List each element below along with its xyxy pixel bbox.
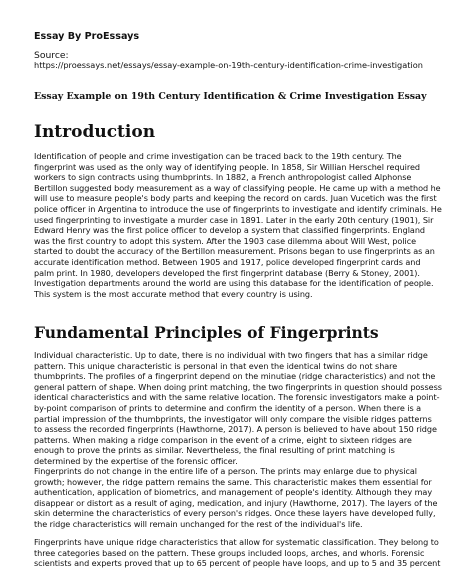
paragraph-ridge-classification: Fingerprints have unique ridge characteristics that allow for systematic classification. They belong to three categories based on the pattern. These groups included loops, arches, and whorls. Forensic scientists and experts proved that up to 65 percent of people have loops, and up to 5 and 35 percent [34,537,441,569]
source-label: Source: [34,50,69,61]
section-heading-introduction: Introduction [34,122,156,142]
section-heading-fundamental-principles: Fundamental Principles of Fingerprints [34,323,379,342]
source-url[interactable]: https://proessays.net/essays/essay-example-on-19th-century-identification-crime-investigation [34,60,423,70]
essay-title: Essay Example on 19th Century Identification & Crime Investigation Essay [34,91,427,102]
paragraph-fingerprints-unchanged: Fingerprints do not change in the entire life of a person. The prints may enlarge due to physical growth; however, the ridge pattern remains the same. This characteristic makes them essential for authentication, application of biometrics, and management of people's identity. Although they may disappear or distort as a result of aging, medication, and injury (Hawthorne, 2017). The layers of the skin determine the characteristics of every person's ridges. Once these layers have developed fully, the ridge characteristics will remain unchanged for the rest of the individual's life. [34,466,438,529]
paragraph-introduction: Identification of people and crime investigation can be traced back to the 19th century. The fingerprint was used as the only way of identifying people. In 1858, Sir Willian Herschel required workers to sign contracts using thumbprints. In 1882, a French anthropologist called Alphonse Bertillon suggested body measurement as a way of classifying people. He came up with a method he will use to measure people's body parts and keeping the record on cards. Juan Vucetich was the first police officer in Argentina to introduce the use of fingerprints to investigate and identify criminals. He used fingerprinting to investigate a murder case in 1891. Later in the early 20th century (1901), Sir Edward Henry was the first police officer to develop a system that classified fingerprints. England was the first country to adopt this system. After the 1903 case dilemma about Will West, police started to doubt the accuracy of the Bertillon measurement. Prisons began to use fingerprints as an accurate identification method. Between 1905 and 1917, police developed fingerprint cards and palm print. In 1980, developers developed the first fingerprint database (Berry & Stoney, 2001). Investigation departments around the world are using this database for the identification of people. This system is the most accurate method that every country is using. [34,151,442,299]
paragraph-individual-characteristic: Individual characteristic. Up to date, there is no individual with two fingers that has a similar ridge pattern. This unique characteristic is personal in that even the identical twins do not share thumbprints. The profiles of a fingerprint depend on the minutiae (ridge characteristics) and not the general pattern of shape. When doing print matching, the two fingerprints in question should possess identical characteristics and with the same relative location. The forensic investigators make a point-by-point comparison of prints to determine and confirm the identity of a person. When there is a partial impression of the thumbprints, the investigator will only compare the visible ridges patterns to assess the recorded fingerprints (Hawthorne, 2017). A person is believed to have about 150 ridge patterns. When making a ridge comparison in the event of a crime, eight to sixteen ridges are enough to prove the prints as similar. Nevertheless, the final resulting of print matching is determined by the expertise of the forensic officer. [34,350,442,466]
brand-title: Essay By ProEssays [34,31,140,42]
